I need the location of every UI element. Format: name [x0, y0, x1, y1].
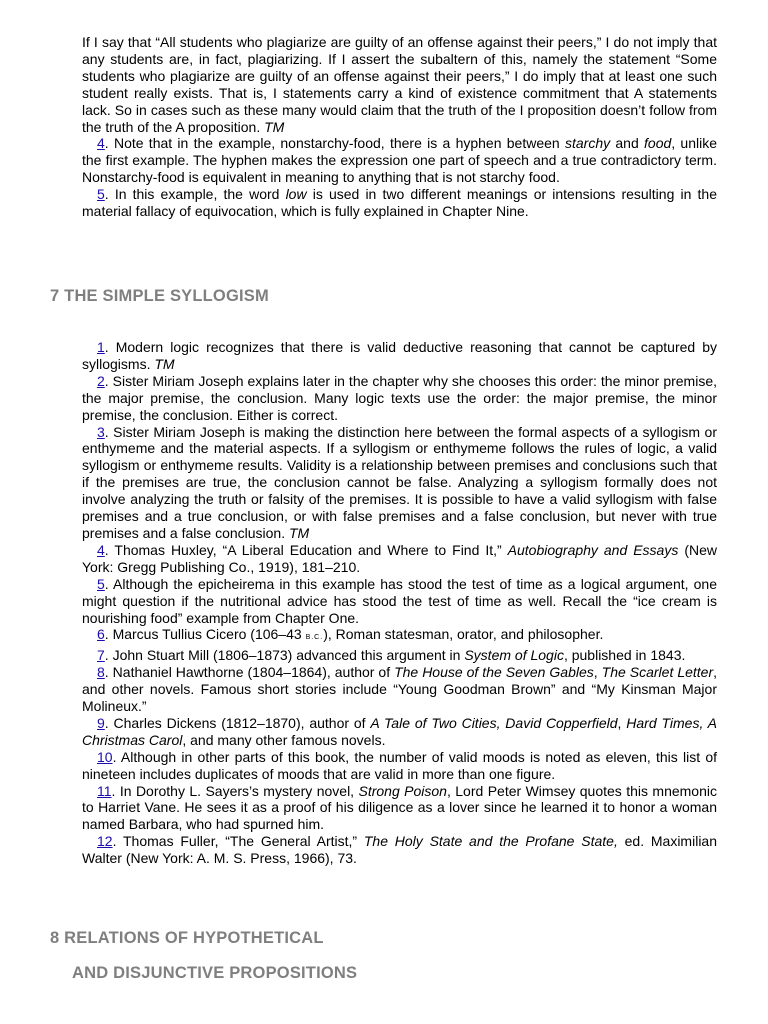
italic-text: System of Logic	[464, 647, 564, 664]
italic-text: food	[644, 135, 672, 152]
footnote-text: ,	[617, 714, 627, 731]
footnote-text: . Modern logic recognizes that there is valid deductive reasoning that cannot be captured by syllogisms.	[82, 339, 717, 372]
footnote-backlink[interactable]: 1	[97, 339, 105, 355]
italic-text: Autobiography and Essays	[507, 541, 679, 558]
footnote-text: , published in 1843.	[563, 647, 686, 664]
footnote-backlink[interactable]: 3	[97, 423, 105, 440]
footnote-text: , unlike the first example. The hyphen makes the expression one part of speech and a true contradictory term. Nonstarchy-food is equivalent in meaning to anything that is not starchy food.	[82, 135, 718, 186]
footnote-backlink[interactable]: 10	[97, 748, 113, 765]
footnote-text: . Thomas Fuller, “The General Artist,”	[112, 833, 364, 850]
footnote-text: . Sister Miriam Joseph is making the distinction here between the formal aspects of a syllogism or enthymeme and the material aspects. If a syllogism or enthymeme follows the rules of logic, a valid syllogism or enthymeme results. Validity is a relationship between premises and conclusions such that if the premises are true, the conclusion cannot be false. Analyzing a syllogism formally does not involve analyzing the truth or falsity of the premises. It is possible to have a valid syllogism with false premises and a true conclusion, or with false premises and a false conclusion, but never with true premises and a false conclusion.	[82, 423, 717, 541]
footnote-backlink[interactable]: 4	[97, 541, 105, 558]
italic-text: TM	[264, 118, 285, 135]
footnote-text: . Although in other parts of this book, the number of valid moods is noted as eleven, this list of nineteen includes duplicates of moods that are valid in more than one figure.	[82, 748, 717, 782]
chapter-7-notes-block	[82, 339, 717, 867]
italic-text: The Holy State and the Profane State,	[363, 833, 618, 850]
footnote-text: . In Dorothy L. Sayers’s mystery novel,	[111, 782, 359, 799]
footnote-backlink[interactable]: 6	[97, 626, 105, 643]
italic-text: Strong Poison	[358, 782, 447, 799]
footnote-text: ,	[593, 664, 602, 681]
footnote	[82, 373, 717, 424]
footnote-backlink[interactable]: 5	[97, 575, 105, 592]
italic-text: A Tale of Two Cities, David Copperfield	[370, 714, 618, 731]
footnote	[82, 424, 717, 542]
footnote-text: . Sister Miriam Joseph explains later in the chapter why she chooses this order: the minor premise, the major premise, the conclusion. Many logic texts use the order: the major premise, the minor premise, the conclusion. Either is correct.	[82, 372, 717, 423]
footnote-text: . Thomas Huxley, “A Liberal Education and Where to Find It,”	[104, 541, 508, 558]
footnote-text: . Note that in the example, nonstarchy-food, there is a hyphen between	[104, 135, 565, 152]
italic-text: low	[285, 186, 307, 203]
footnote-text: . Charles Dickens (1812–1870), author of	[104, 714, 371, 731]
footnote	[82, 339, 717, 373]
footnote	[82, 186, 717, 220]
footnote-backlink[interactable]: 4	[97, 135, 105, 152]
footnote-text: , Lord Peter Wimsey quotes this mnemonic to Harriet Vane. He sees it as a proof of his diligence as a lover since he learned it to honor a woman named Barbara, who had spurned him.	[82, 782, 717, 833]
top-notes-block	[82, 34, 717, 220]
footnote	[82, 626, 717, 647]
small-caps-text: B.C.	[305, 634, 324, 642]
chapter-7-heading: 7 THE SIMPLE SYLLOGISM	[50, 287, 269, 305]
footnote-text: ed. Maximilian Walter (New York: A. M. S. Press, 1966), 73.	[82, 833, 717, 867]
italic-text: TM	[154, 355, 175, 372]
footnote-backlink[interactable]: 5	[97, 186, 105, 203]
footnote	[82, 783, 717, 834]
footnote	[82, 715, 717, 749]
italic-text: TM	[289, 524, 310, 541]
italic-text: starchy	[564, 135, 611, 152]
footnote-text: , and other novels. Famous short stories include “Young Goodman Brown” and “My Kinsman Major Molineux.”	[82, 664, 718, 715]
footnote-text: . Although the epicheirema in this example has stood the test of time as a logical argument, one might question if the nutritional advice has stood the test of time as well. Recall the “ice cream is nourishing food” example from Chapter One.	[82, 575, 717, 626]
footnote-backlink[interactable]: 12	[97, 833, 113, 850]
footnote-backlink[interactable]: 7	[97, 647, 105, 664]
footnote	[82, 576, 717, 627]
chapter-8-heading-line1: 8 RELATIONS OF HYPOTHETICAL	[50, 929, 324, 947]
footnote-text: . John Stuart Mill (1806–1873) advanced this argument in	[104, 647, 465, 664]
footnote-text: , and many other famous novels.	[182, 731, 386, 748]
footnote-text: . In this example, the word	[104, 186, 286, 203]
footnote-backlink[interactable]: 11	[97, 782, 112, 799]
footnote	[82, 34, 717, 135]
footnote-backlink[interactable]: 2	[97, 372, 105, 389]
footnote-text: (New York: Gregg Publishing Co., 1919), 181–210.	[82, 541, 717, 575]
footnote-text: If I say that “All students who plagiarize are guilty of an offense against their peers,” I do not imply that any students are, in fact, plagiarizing. If I assert the subaltern of this, namely the statement “Some students who plagiarize are guilty of an offense against their peers,” I do imply that at least one such student really exists. That is, I statements carry a kind of existence commitment that A statements lack. So in cases such as these many would claim that the truth of the I proposition doesn’t follow from the truth of the A proposition.	[82, 34, 717, 135]
italic-text: The House of the Seven Gables	[394, 664, 594, 681]
italic-text: The Scarlet Letter	[601, 664, 714, 681]
footnote-text: ), Roman statesman, orator, and philosopher.	[323, 626, 604, 643]
footnote	[82, 749, 717, 783]
italic-text: Hard Times, A Christmas Carol	[82, 714, 717, 748]
footnote	[82, 833, 717, 867]
footnote	[82, 135, 717, 186]
footnote-text: and	[610, 135, 645, 152]
footnote-text: is used in two different meanings or intensions resulting in the material fallacy of equivocation, which is fully explained in Chapter Nine.	[82, 186, 717, 220]
footnote-text: . Nathaniel Hawthorne (1804–1864), author of	[104, 664, 395, 681]
footnote-text: . Marcus Tullius Cicero (106–43	[104, 626, 306, 643]
footnote	[82, 664, 717, 715]
footnote-backlink[interactable]: 9	[97, 714, 105, 731]
footnote	[82, 542, 717, 576]
footnote	[82, 647, 717, 664]
chapter-8-heading-line2: AND DISJUNCTIVE PROPOSITIONS	[72, 964, 358, 982]
footnote-backlink[interactable]: 8	[97, 664, 105, 681]
